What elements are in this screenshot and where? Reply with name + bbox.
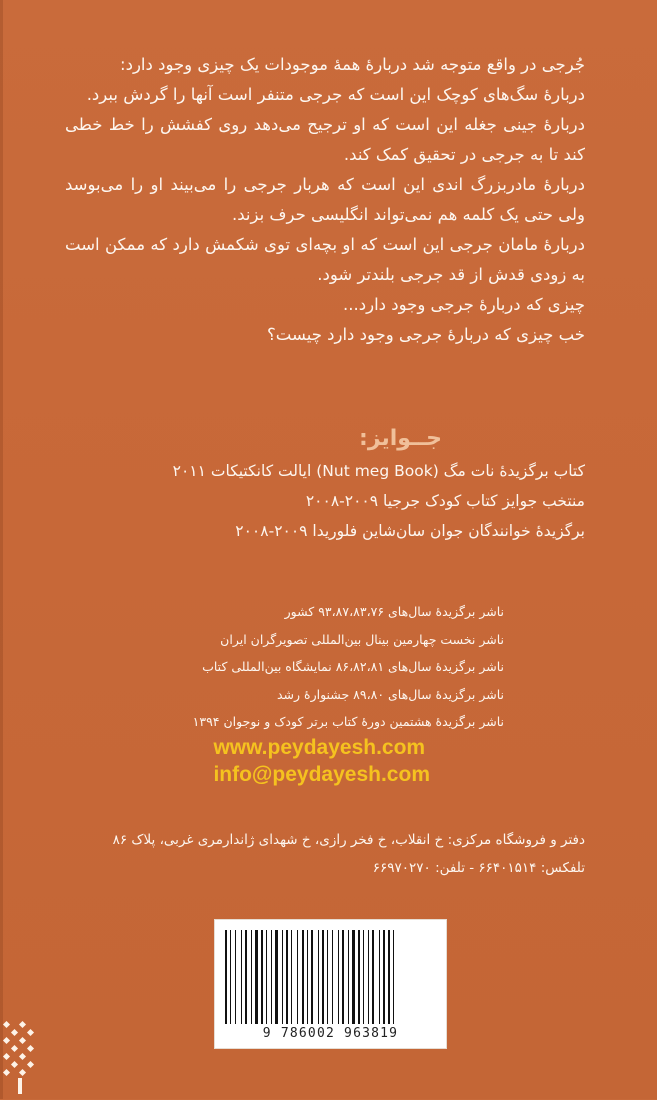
blurb-paragraph: خب چیزی که دربارهٔ جرجی وجود دارد چیست؟: [267, 325, 585, 344]
spine-edge: [0, 0, 3, 1099]
blurb-paragraph: دربارهٔ مادربزرگ اندی این است که هربار جرجی را می‌بیند او را می‌بوسد ولی حتی یک کلمه هم نمی‌تواند انگلیسی حرف بزند.: [65, 175, 585, 224]
award-item: کتاب برگزیدهٔ نات مگ (Nut meg Book) ایالت کانکتیکات ۲۰۱۱: [172, 462, 585, 480]
flower-dots-logo-icon: [0, 1016, 40, 1096]
award-item: برگزیدهٔ خوانندگان جوان سان‌شاین فلوریدا ۲۰۰۹-۲۰۰۸: [235, 522, 585, 540]
awards-heading: جــوایز:: [359, 426, 442, 451]
publisher-honors: [64, 598, 504, 736]
publisher-honor-line: ناشر برگزیدهٔ سال‌های ۹۳،۸۷،۸۳،۷۶ کشور: [284, 604, 504, 619]
publisher-address: [45, 826, 585, 882]
publisher-honor-line: ناشر برگزیدهٔ سال‌های ۸۹،۸۰ جشنوارهٔ رشد: [276, 686, 504, 702]
blurb-paragraph: دربارهٔ جینی جغله این است که او ترجیح می‌دهد روی کفشش را خط خطی کند تا به جرجی در تحقیق کمک کند.: [65, 115, 585, 164]
phone-line: تلفکس: ۶۶۴۰۱۵۱۴ - تلفن: ۶۶۹۷۰۲۷۰: [372, 860, 585, 876]
awards-list: [65, 456, 585, 546]
blurb-paragraph: جُرجی در واقع متوجه شد دربارهٔ همهٔ موجودات یک چیزی وجود دارد:: [120, 55, 585, 74]
barcode: [214, 919, 447, 1049]
award-item: منتخب جوایز کتاب کودک جرجیا ۲۰۰۹-۲۰۰۸: [305, 492, 585, 510]
publisher-contacts: [213, 734, 430, 788]
website-link[interactable]: www.peydayesh.com: [213, 736, 426, 759]
address-line: دفتر و فروشگاه مرکزی: خ انقلاب، خ فخر رازی، خ شهدای ژاندارمری غربی، پلاک ۸۶: [112, 832, 585, 848]
blurb-paragraph: دربارهٔ سگ‌های کوچک این است که جرجی متنفر است آنها را گردش ببرد.: [86, 85, 585, 104]
publisher-honor-line: ناشر برگزیدهٔ سال‌های ۸۶،۸۲،۸۱ نمایشگاه بین‌المللی کتاب: [202, 659, 504, 674]
email-link[interactable]: info@peydayesh.com: [213, 763, 430, 786]
publisher-honor-line: ناشر برگزیدهٔ هشتمین دورهٔ کتاب برتر کودک و نوجوان ۱۳۹۴: [192, 714, 504, 729]
isbn-number: 9 786002 963819: [262, 1026, 399, 1041]
blurb-paragraph: دربارهٔ مامان جرجی این است که او بچه‌ای توی شکمش دارد که ممکن است به زودی قدش از قد جرجی بلندتر شود.: [65, 235, 585, 284]
blurb-text: [65, 50, 585, 350]
publisher-honor-line: ناشر نخست چهارمین بینال بین‌المللی تصویرگران ایران: [220, 631, 504, 647]
blurb-paragraph: چیزی که دربارهٔ جرجی وجود دارد...: [343, 295, 585, 314]
barcode-bars: [223, 930, 438, 1024]
